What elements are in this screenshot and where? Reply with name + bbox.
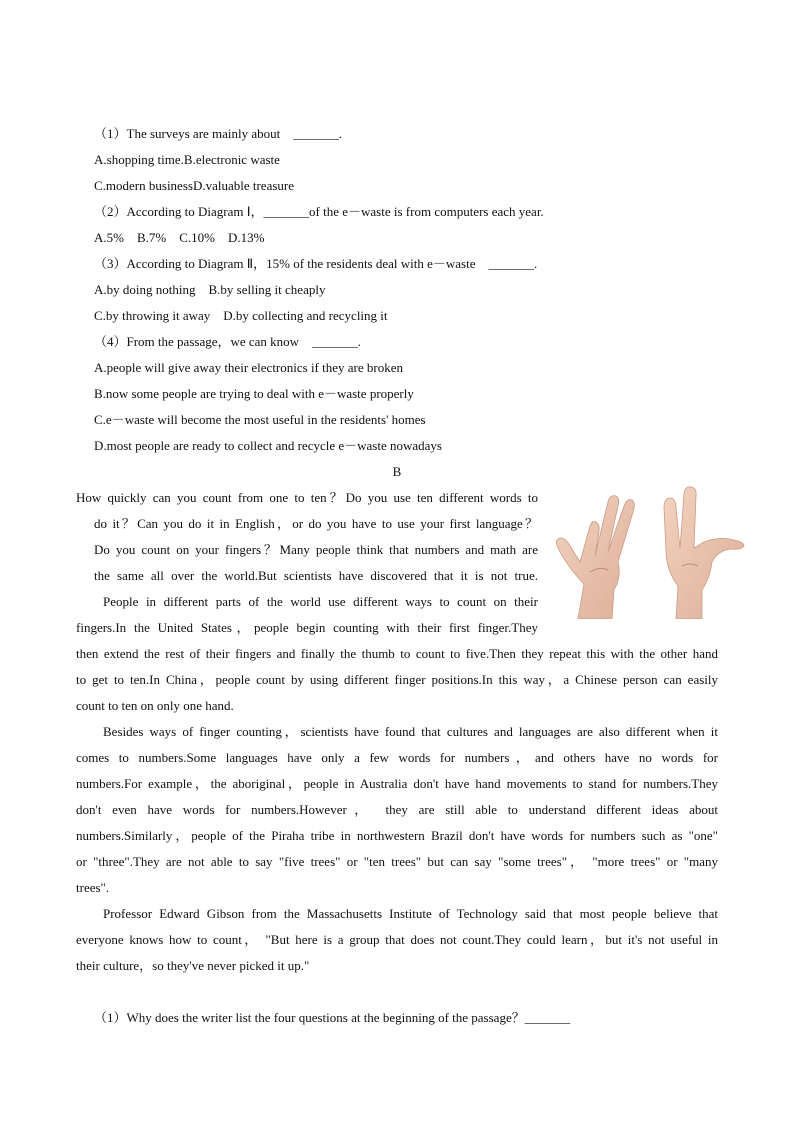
question-3-options-cd: C.by throwing it away D.by collecting and recycling it [94, 308, 388, 323]
question-2-stem: （2）According to Diagram Ⅰ，_______of the e－waste is from computers each year. [94, 204, 544, 219]
passage-line: to get to ten.In China，people count by using different finger positions.In this way，a Chinese person can easily [76, 672, 718, 687]
passage-line: numbers.Similarly，people of the Piraha tribe in northwestern Brazil don't have words for numbers such as "one" [76, 828, 718, 843]
passage-line: the same all over the world.But scientists have discovered that it is not true. [94, 568, 538, 583]
passage-line: or "three".They are not able to say "five trees" or "ten trees" but can say "some trees"， "more trees" or "many [76, 854, 718, 869]
question-4-stem: （4）From the passage，we can know _______. [94, 334, 361, 349]
question-4-option-c: C.e－waste will become the most useful in the residents' homes [94, 412, 426, 427]
passage-line: fingers.In the United States，people begin counting with their first finger.They [76, 620, 538, 635]
question-4-option-a: A.people will give away their electronics if they are broken [94, 360, 403, 375]
passage-line: Professor Edward Gibson from the Massachusetts Institute of Technology said that most people believe that [103, 906, 718, 921]
passage-line: comes to numbers.Some languages have only a few words for numbers，and others have no words for [76, 750, 718, 765]
question-1-stem: （1）The surveys are mainly about _______. [94, 126, 343, 141]
question-4-option-b: B.now some people are trying to deal with e－waste properly [94, 386, 414, 401]
section-b-heading: B [392, 464, 402, 479]
passage-line: then extend the rest of their fingers and finally the thumb to count to five.Then they repeat this with the other hand [76, 646, 718, 661]
question-2-options: A.5% B.7% C.10% D.13% [94, 230, 265, 245]
passage-line: everyone knows how to count， "But here is a group that does not count.They could learn，but it's not useful in [76, 932, 718, 947]
passage-line: don't even have words for numbers.However， they are still able to understand different ideas about [76, 802, 718, 817]
question-1-options-cd: C.modern businessD.valuable treasure [94, 178, 295, 193]
passage-line: numbers.For example，the aboriginal，people in Australia don't have hand movements to stand for numbers.They [76, 776, 718, 791]
passage-line: their culture，so they've never picked it up." [76, 958, 310, 973]
counting-hands-photo [548, 486, 753, 619]
passage-line: count to ten on only one hand. [76, 698, 234, 713]
question-4-option-d: D.most people are ready to collect and recycle e－waste nowadays [94, 438, 442, 453]
passage-line: Do you count on your fingers？Many people think that numbers and math are [94, 542, 538, 557]
section-b-question-1: （1）Why does the writer list the four questions at the beginning of the passage？_______ [94, 1010, 571, 1025]
question-3-stem: （3）According to Diagram Ⅱ，15% of the residents deal with e－waste _______. [94, 256, 538, 271]
hands-icon [548, 486, 753, 619]
passage-line: Besides ways of finger counting，scientists have found that cultures and languages are also different when it [103, 724, 718, 739]
passage-line: do it？Can you do it in English，or do you have to use your first language？ [94, 516, 538, 531]
question-1-options-ab: A.shopping time.B.electronic waste [94, 152, 280, 167]
passage-line: trees". [76, 880, 110, 895]
question-3-options-ab: A.by doing nothing B.by selling it cheaply [94, 282, 326, 297]
passage-line: People in different parts of the world use different ways to count on their [103, 594, 538, 609]
passage-line: How quickly can you count from one to ten？Do you use ten different words to [76, 490, 538, 505]
